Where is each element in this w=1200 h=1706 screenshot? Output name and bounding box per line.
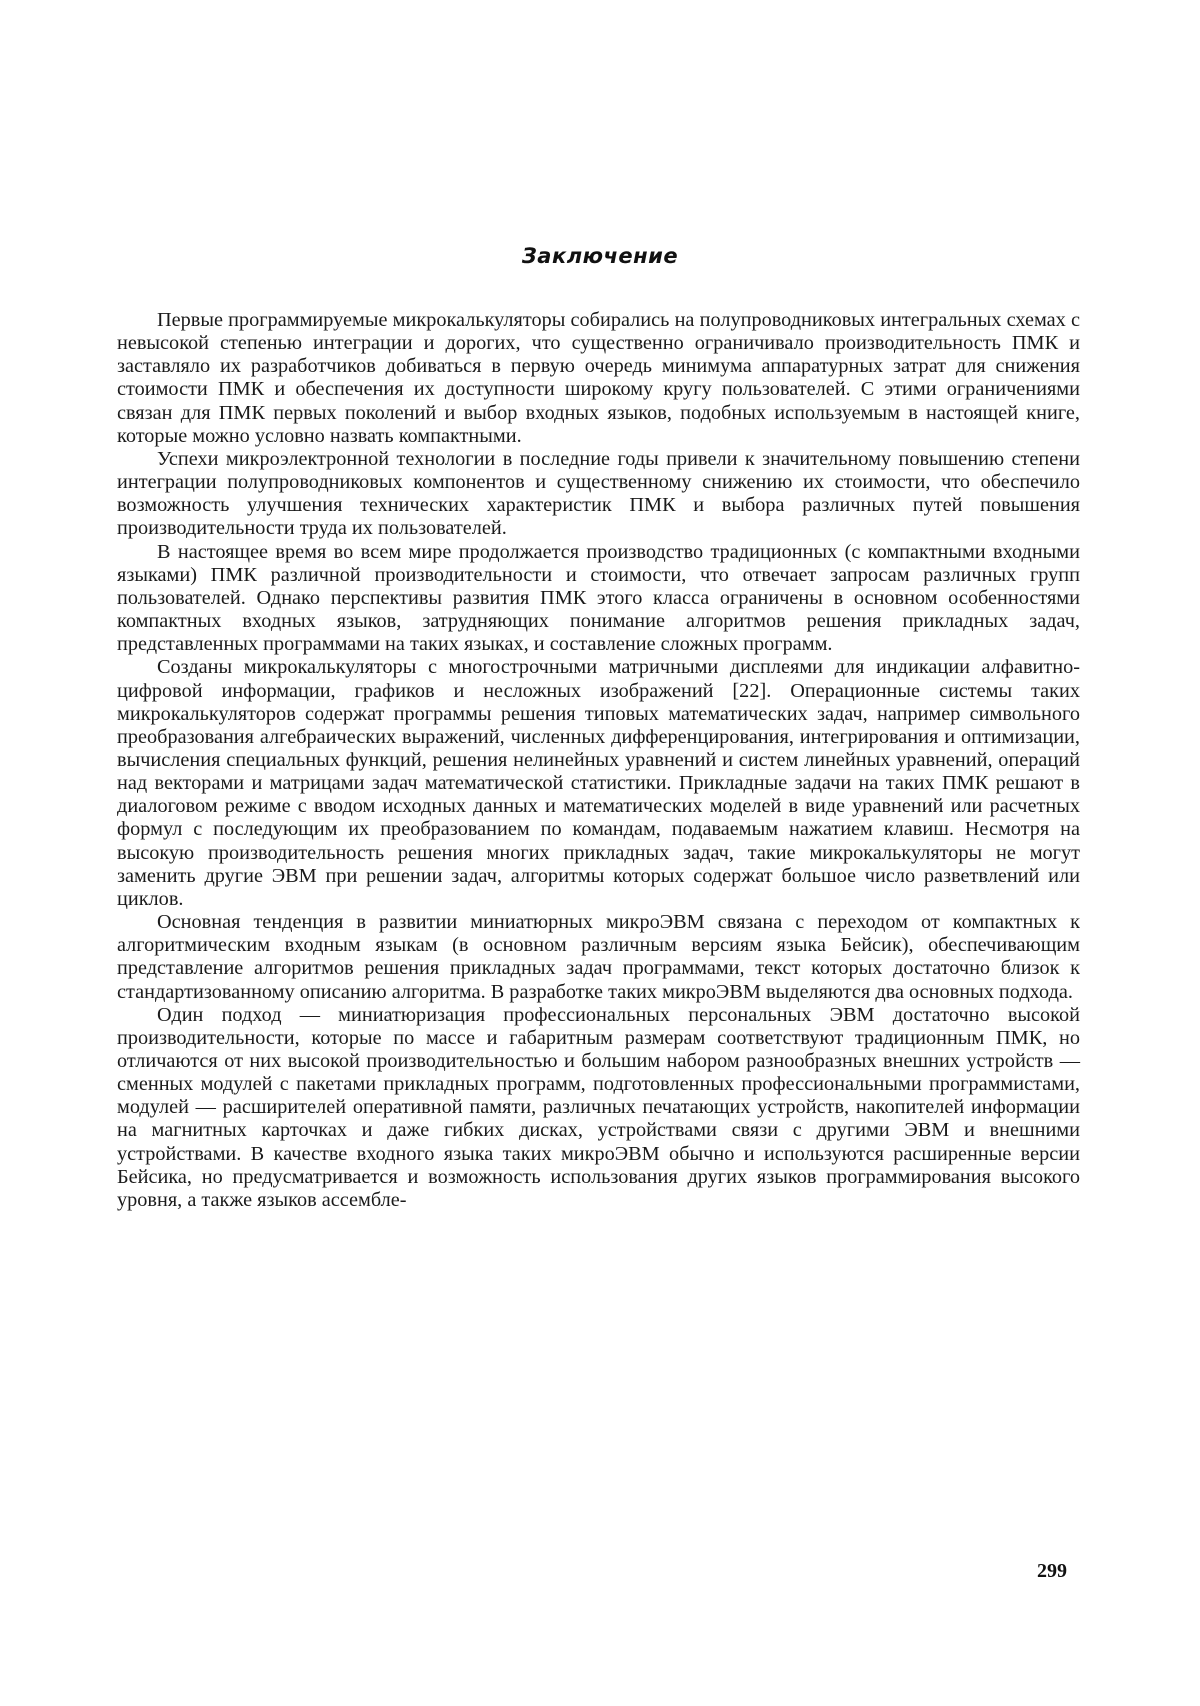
paragraph-1: Первые программируемые микрокалькуляторы собирались на полупроводниковых интегральных схемах с невысокой степенью интеграции и дорогих, что существенно ограничивало производительность ПМК и заставляло их разработчиков добиваться в первую очередь минимума аппаратурных затрат для снижения стоимости ПМК и обеспечения их доступности широкому кругу пользователей. С этими ограничениями связан для ПМК первых поколений и выбор входных языков, подобных используемым в настоящей книге, которые можно условно назвать компактными. bbox=[117, 309, 1080, 447]
paragraph-5: Основная тенденция в развитии миниатюрных микроЭВМ связана с переходом от компактных к алгоритмическим входным языкам (в основном различным версиям языка Бейсик), обеспечивающим представление алгоритмов решения прикладных задач программами, текст которых достаточно близок к стандартизованному описанию алгоритма. В разработке таких микроЭВМ выделяются два основных подхода. bbox=[117, 911, 1080, 1003]
paragraph-3: В настоящее время во всем мире продолжается производство традиционных (с компактными входными языками) ПМК различной производительности и стоимости, что отвечает запросам различных групп пользователей. Однако перспективы развития ПМК этого класса ограничены в основном особенностями компактных входных языков, затрудняющих понимание алгоритмов решения прикладных задач, представленных программами на таких языках, и составление сложных программ. bbox=[117, 540, 1080, 656]
paragraph-6: Один подход — миниатюризация профессиональных персональных ЭВМ достаточно высокой производительности, которые по массе и габаритным размерам соответствуют традиционным ПМК, но отличаются от них высокой производительностью и большим набором разнообразных внешних устройств — сменных модулей с пакетами прикладных программ, подготовленных профессиональными программистами, модулей — расширителей оперативной памяти, различных печатающих устройств, накопителей информации на магнитных карточках и даже гибких дисках, устройствами связи с другими ЭВМ и внешними устройствами. В качестве входного языка таких микроЭВМ обычно и используются расширенные версии Бейсика, но предусматривается и возможность использования других языков программирования высокого уровня, а также языков ассембле- bbox=[117, 1003, 1080, 1211]
page-number: 299 bbox=[1037, 1560, 1067, 1582]
body-text bbox=[117, 309, 1080, 1212]
paragraph-2: Успехи микроэлектронной технологии в последние годы привели к значительному повышению степени интеграции полупроводниковых компонентов и существенному снижению их стоимости, что обеспечило возможность улучшения технических характеристик ПМК и выбора различных путей повышения производительности труда их пользователей. bbox=[117, 447, 1080, 540]
page-title: Заключение bbox=[521, 244, 679, 268]
paragraph-4: Созданы микрокалькуляторы с многострочными матричными дисплеями для индикации алфавитно-цифровой информации, графиков и несложных изображений [22]. Операционные системы таких микрокалькуляторов содержат программы решения типовых математических задач, например символьного преобразования алгебраических выражений, численных дифференцирования, интегрирования и оптимизации, вычисления специальных функций, решения нелинейных уравнений и систем линейных уравнений, операций над векторами и матрицами задач математической статистики. Прикладные задачи на таких ПМК решают в диалоговом режиме с вводом исходных данных и математических моделей в виде уравнений или расчетных формул с последующим их преобразованием по командам, подаваемым нажатием клавиш. Несмотря на высокую производительность решения многих прикладных задач, такие микрокалькуляторы не могут заменить другие ЭВМ при решении задач, алгоритмы которых содержат большое число разветвлений или циклов. bbox=[117, 656, 1080, 910]
